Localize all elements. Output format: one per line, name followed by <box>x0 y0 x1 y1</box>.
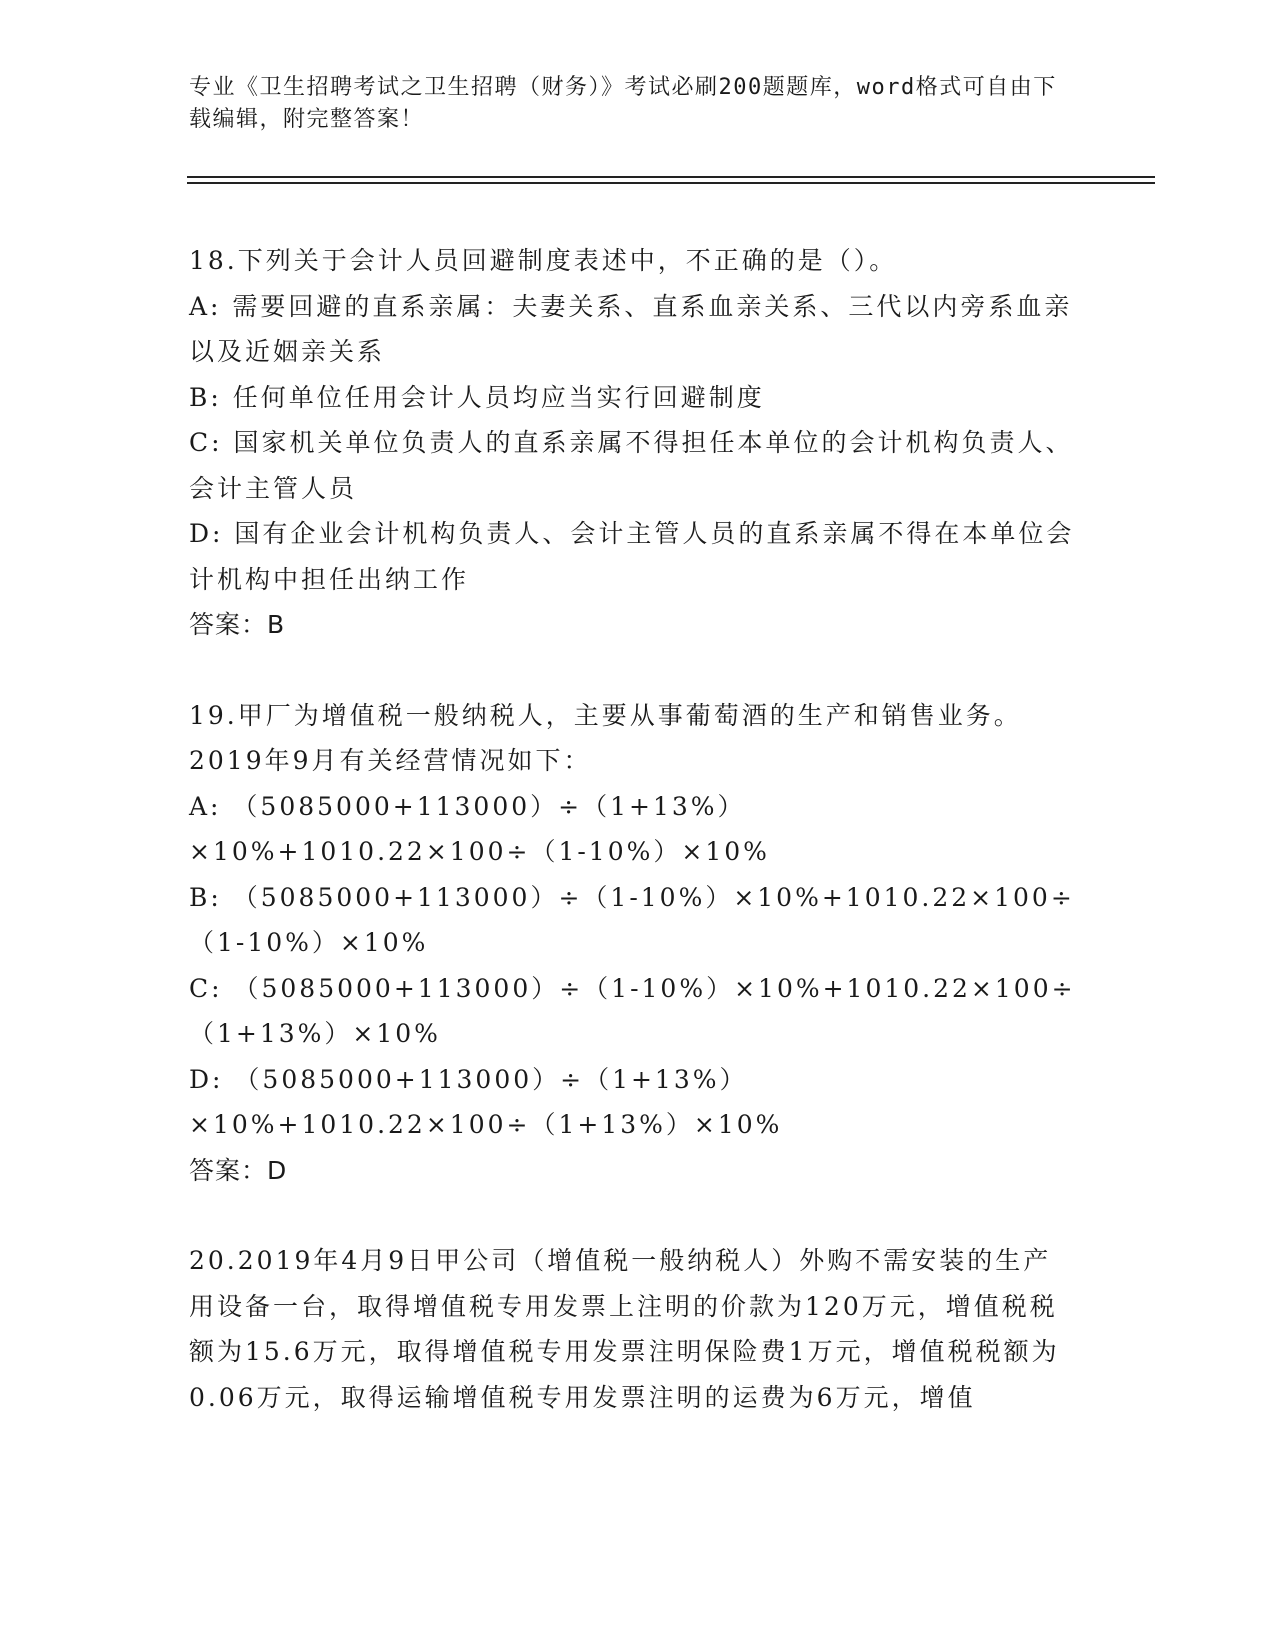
question-20 <box>189 1238 1079 1420</box>
question-stem: 20.2019年4月9日甲公司（增值税一般纳税人）外购不需安装的生产用设备一台，取得增值税专用发票上注明的价款为120万元，增值税税额为15.6万元，取得增值税专用发票注明保险费1万元，增值税税额为0.06万元，取得运输增值税专用发票注明的运费为6万元，增值 <box>189 1246 1060 1412</box>
option-a: A: 需要回避的直系亲属：夫妻关系、直系血亲关系、三代以内旁系血亲以及近姻亲关系 <box>189 291 1073 366</box>
header-divider-top <box>187 176 1155 178</box>
answer: 答案：D <box>189 1155 288 1185</box>
question-stem: 19.甲厂为增值税一般纳税人，主要从事葡萄酒的生产和销售业务。2019年9月有关经营情况如下： <box>189 700 1022 775</box>
option-d: D: 国有企业会计机构负责人、会计主管人员的直系亲属不得在本单位会计机构中担任出纳工作 <box>189 519 1075 594</box>
question-19 <box>189 693 1079 1194</box>
option-d: D: （5085000+113000）÷（1+13%）×10%+1010.22×100÷（1+13%）×10% <box>189 1064 783 1139</box>
option-c: C: （5085000+113000）÷（1-10%）×10%+1010.22×100÷（1+13%）×10% <box>189 973 1076 1048</box>
question-stem: 18.下列关于会计人员回避制度表述中，不正确的是（）。 <box>189 246 898 275</box>
document-header: 专业《卫生招聘考试之卫生招聘（财务）》考试必刷200题题库，word格式可自由下载编辑，附完整答案！ <box>189 75 1057 132</box>
option-b: B: 任何单位任用会计人员均应当实行回避制度 <box>189 382 765 412</box>
header-divider-bottom <box>187 182 1155 184</box>
answer: 答案：B <box>189 610 286 639</box>
option-c: C: 国家机关单位负责人的直系亲属不得担任本单位的会计机构负责人、会计主管人员 <box>189 428 1074 503</box>
question-18 <box>189 238 1079 648</box>
question-list <box>189 238 1079 1465</box>
option-b: B: （5085000+113000）÷（1-10%）×10%+1010.22×100÷（1-10%）×10% <box>189 882 1075 957</box>
option-a: A: （5085000+113000）÷（1+13%）×10%+1010.22×100÷（1-10%）×10% <box>189 791 770 866</box>
